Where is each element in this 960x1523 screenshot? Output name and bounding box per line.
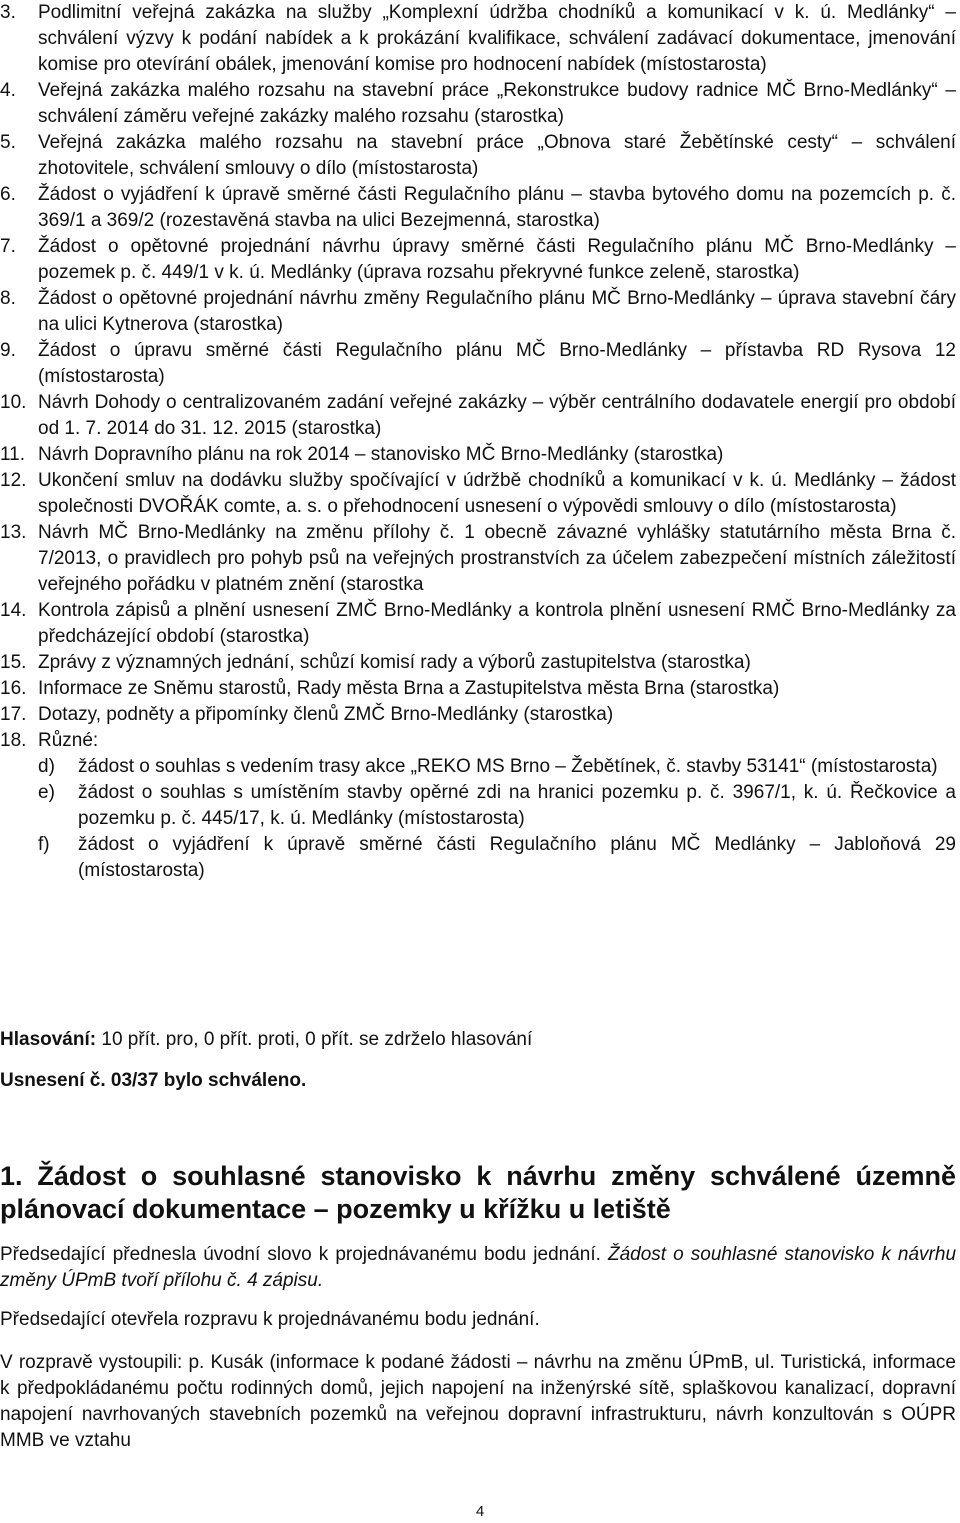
paragraph-debate-speakers: V rozpravě vystoupili: p. Kusák (informace k podané žádosti – návrhu na změnu ÚPmB, ul. Turistická, informace k předpokládanému počtu rodinných domů, jejich napojení na inženýrské sítě, splaškovou kanalizací, dopravní napojení navrhovaných stavebních pozemků na veřejnou dopravní infrastrukturu, návrh konzultován s OÚPR MMB ve vztahu <box>0 1352 956 1451</box>
agenda-item-text: Žádost o opětovné projednání návrhu změny Regulačního plánu MČ Brno-Medlánky – úprava stavební čáry na ulici Kytnerova (starostka) <box>38 288 956 335</box>
agenda-item <box>0 0 956 78</box>
agenda-item-number: 16. <box>0 678 27 699</box>
agenda-item-text: Veřejná zakázka malého rozsahu na stavební práce „Rekonstrukce budovy radnice MČ Brno-Medlánky“ – schválení záměru veřejné zakázky malého rozsahu (starostka) <box>38 80 956 127</box>
agenda-subitem-label: e) <box>38 782 55 803</box>
paragraph-intro-attachment-note: Žádost o souhlasné stanovisko k návrhu změny ÚPmB tvoří přílohu č. 4 zápisu. <box>0 1244 957 1291</box>
agenda-item-number: 18. <box>0 730 27 751</box>
agenda-item-number: 5. <box>0 132 16 153</box>
agenda-item-number: 12. <box>0 470 27 491</box>
agenda-item-text: Zprávy z významných jednání, schůzí komisí rady a výborů zastupitelstva (starostka) <box>38 652 751 673</box>
agenda-item-text: Různé: <box>38 730 99 751</box>
agenda-subitem <box>0 832 956 884</box>
agenda-item-number: 7. <box>0 236 16 257</box>
agenda-item-text: Žádost o úpravu směrné části Regulačního plánu MČ Brno-Medlánky – přístavba RD Rysova 12 (místostarosta) <box>38 340 956 387</box>
agenda-item <box>0 234 956 286</box>
agenda-item-text: Ukončení smluv na dodávku služby spočívající v údržbě chodníků a komunikací v k. ú. Medlánky – žádost společnosti DVOŘÁK comte, a. s. o přehodnocení usnesení o výpovědi smlouvy o dílo (místostarosta) <box>38 470 956 517</box>
vote-label: Hlasování: <box>0 1029 97 1050</box>
agenda-item <box>0 78 956 130</box>
agenda-item-number: 13. <box>0 522 27 543</box>
section-heading: 1. Žádost o souhlasné stanovisko k návrhu změny schválené územně plánovací dokumentace – pozemky u křížku u letiště <box>0 1161 956 1224</box>
resolution-text: Usnesení č. 03/37 bylo schváleno. <box>0 1070 307 1091</box>
agenda-item-number: 11. <box>0 444 26 465</box>
agenda-item <box>0 702 956 728</box>
agenda-item <box>0 286 956 338</box>
agenda-item <box>0 338 956 390</box>
paragraph-intro-text: Předsedající přednesla úvodní slovo k projednávanému bodu jednání. <box>0 1244 608 1265</box>
agenda-subitem-text: žádost o souhlas s vedením trasy akce „REKO MS Brno – Žebětínek, č. stavby 53141“ (místostarosta) <box>78 756 938 777</box>
agenda-item-number: 10. <box>0 392 27 413</box>
agenda-item <box>0 442 956 468</box>
agenda-item-number: 6. <box>0 184 16 205</box>
agenda-item <box>0 520 956 598</box>
paragraph-debate-opened: Předsedající otevřela rozpravu k projednávanému bodu jednání. <box>0 1309 540 1330</box>
agenda-item-text: Žádost o vyjádření k úpravě směrné části Regulačního plánu – stavba bytového domu na pozemcích p. č. 369/1 a 369/2 (rozestavěná stavba na ulici Bezejmenná, starostka) <box>38 184 956 231</box>
agenda-item-text: Dotazy, podněty a připomínky členů ZMČ Brno-Medlánky (starostka) <box>38 704 614 725</box>
agenda-item-text: Informace ze Sněmu starostů, Rady města Brna a Zastupitelstva města Brna (starostka) <box>38 678 780 699</box>
agenda-item-text: Žádost o opětovné projednání návrhu úpravy směrné části Regulačního plánu MČ Brno-Medlánky – pozemek p. č. 449/1 v k. ú. Medlánky (úprava rozsahu překryvné funkce zeleně, starostka) <box>38 236 956 283</box>
agenda-item <box>0 130 956 182</box>
agenda-item <box>0 728 956 754</box>
agenda-item-number: 3. <box>0 2 16 23</box>
agenda-item-text: Veřejná zakázka malého rozsahu na stavební práce „Obnova staré Žebětínské cesty“ – schválení zhotovitele, schválení smlouvy o dílo (místostarosta) <box>38 132 956 179</box>
page-number: 4 <box>475 1503 485 1520</box>
agenda-item-number: 4. <box>0 80 16 101</box>
agenda-item-number: 17. <box>0 704 27 725</box>
agenda-item-text: Kontrola zápisů a plnění usnesení ZMČ Brno-Medlánky a kontrola plnění usnesení RMČ Brno-Medlánky za předcházející období (starostka) <box>38 600 956 647</box>
agenda-item-text: Návrh MČ Brno-Medlánky na změnu přílohy č. 1 obecně závazné vyhlášky statutárního města Brna č. 7/2013, o pravidlech pro pohyb psů na veřejných prostranstvích za účelem zabezpečení místních záležitostí veřejného pořádku v platném znění (starostka <box>38 522 956 595</box>
agenda-item-number: 9. <box>0 340 16 361</box>
agenda-item-number: 8. <box>0 288 16 309</box>
agenda-subitem <box>0 754 956 780</box>
agenda-subitem-text: žádost o vyjádření k úpravě směrné části Regulačního plánu MČ Medlánky – Jabloňová 29 (místostarosta) <box>78 834 956 881</box>
agenda-item <box>0 650 956 676</box>
agenda-item <box>0 598 956 650</box>
agenda-subitem <box>0 780 956 832</box>
agenda-item-number: 15. <box>0 652 27 673</box>
agenda-subitem-text: žádost o souhlas s umístěním stavby opěrné zdi na hranici pozemku p. č. 3967/1, k. ú. Řečkovice a pozemku p. č. 445/17, k. ú. Medlánky (místostarosta) <box>78 782 956 829</box>
agenda-item-text: Návrh Dohody o centralizovaném zadání veřejné zakázky – výběr centrálního dodavatele energií pro období od 1. 7. 2014 do 31. 12. 2015 (starostka) <box>38 392 956 439</box>
vote-text: 10 přít. pro, 0 přít. proti, 0 přít. se zdrželo hlasování <box>96 1029 533 1050</box>
agenda-item-number: 14. <box>0 600 27 621</box>
agenda-item <box>0 182 956 234</box>
agenda-item <box>0 390 956 442</box>
paragraph-intro <box>0 1242 956 1294</box>
agenda-item-text: Podlimitní veřejná zakázka na služby „Komplexní údržba chodníků a komunikací v k. ú. Medlánky“ – schválení výzvy k podání nabídek a k prokázání kvalifikace, schválení zadávací dokumentace, jmenování komise pro otevírání obálek, jmenování komise pro hodnocení nabídek (místostarosta) <box>38 2 956 75</box>
agenda-item <box>0 676 956 702</box>
vote-result <box>0 1027 532 1053</box>
agenda-subitem-label: f) <box>38 834 50 855</box>
agenda-subitem-label: d) <box>38 756 55 777</box>
agenda-item-text: Návrh Dopravního plánu na rok 2014 – stanovisko MČ Brno-Medlánky (starostka) <box>38 444 724 465</box>
agenda-item <box>0 468 956 520</box>
